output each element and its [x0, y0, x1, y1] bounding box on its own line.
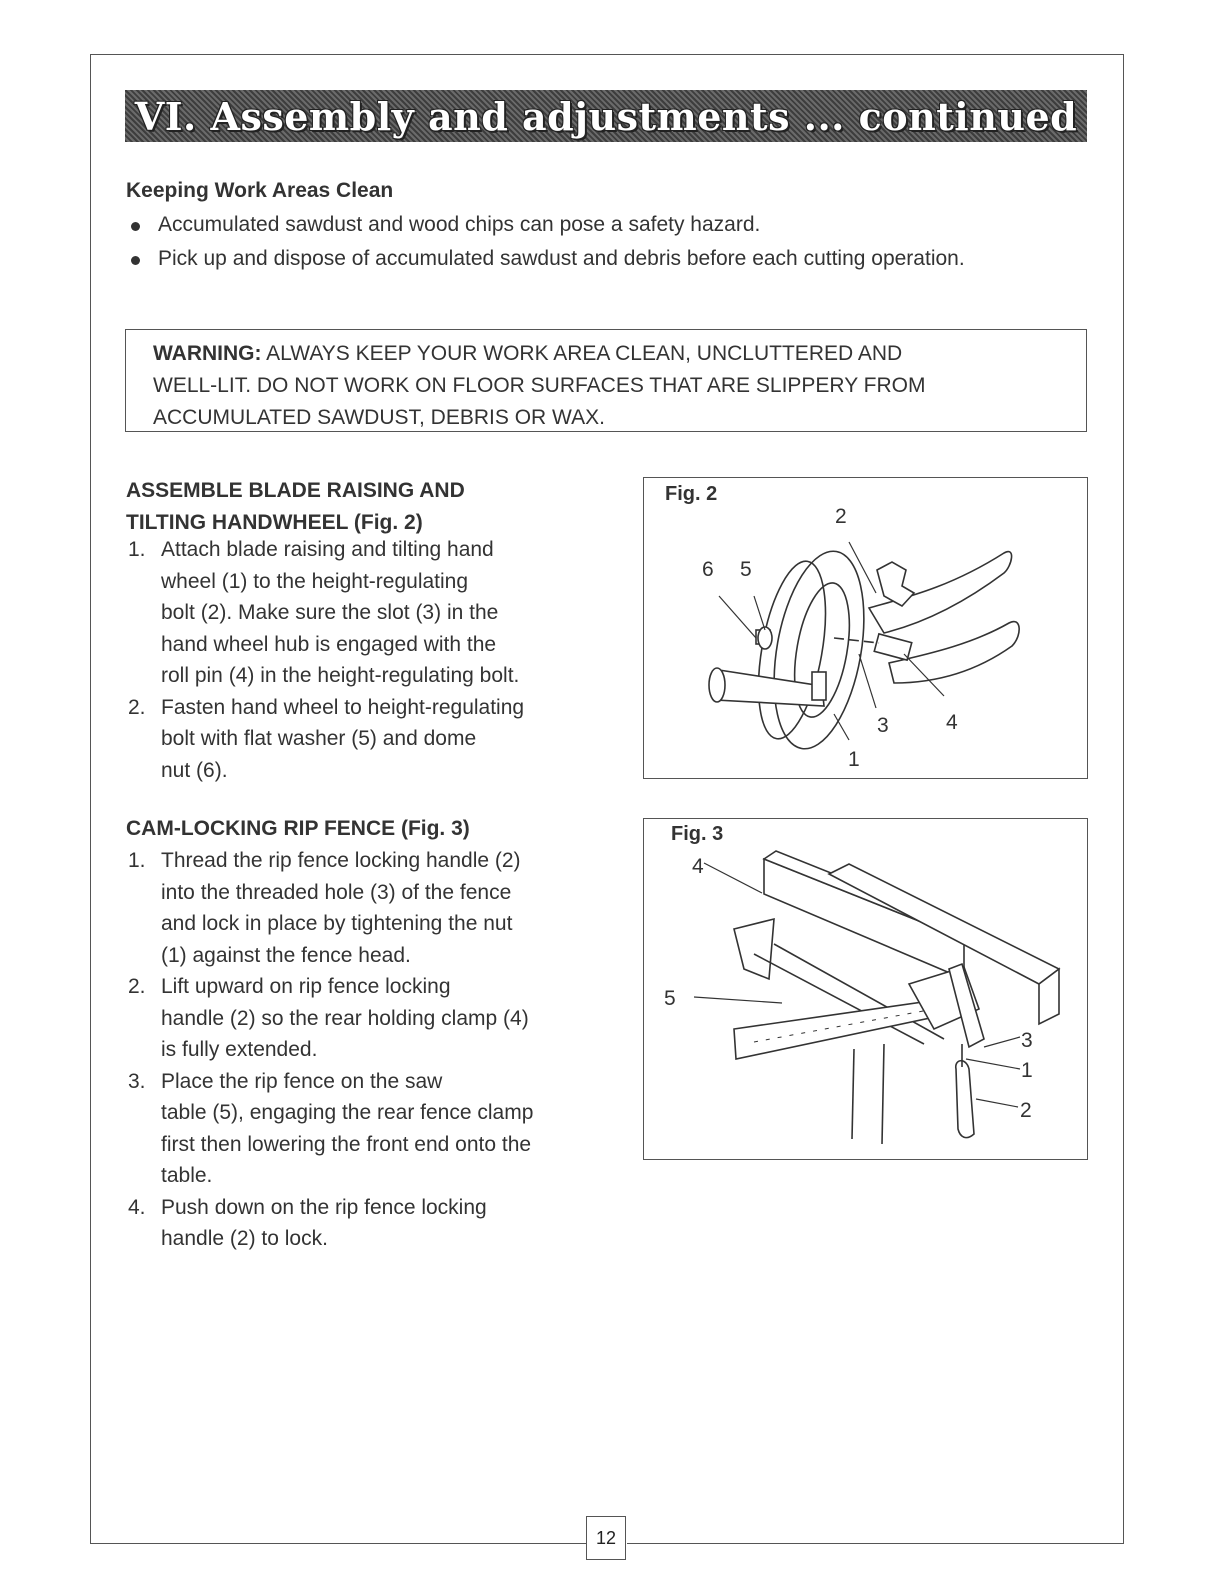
- step-line: and lock in place by tightening the nut: [161, 912, 513, 935]
- frame-bottom-right: [627, 1543, 1124, 1544]
- step-line: first then lowering the front end onto the: [161, 1132, 532, 1156]
- frame-bottom-left: [90, 1543, 586, 1544]
- step-line: (1) against the fence head.: [161, 943, 411, 967]
- step-line: bolt with flat washer (5) and dome: [161, 727, 477, 750]
- callout-4: 4: [946, 711, 958, 734]
- ripfence-heading: CAM-LOCKING RIP FENCE (Fig. 3): [126, 817, 470, 840]
- handwheel-heading-line: ASSEMBLE BLADE RAISING AND: [126, 479, 465, 502]
- list-item: [128, 534, 524, 692]
- list-item: Accumulated sawdust and wood chips can pose a safety hazard.: [128, 208, 965, 242]
- section-banner: [125, 90, 1087, 142]
- step-line: Attach blade raising and tilting hand: [161, 538, 494, 561]
- callout-1: 1: [1021, 1059, 1033, 1082]
- step-line: handle (2) so the rear holding clamp (4): [161, 1006, 529, 1030]
- callout-2: 2: [1020, 1099, 1032, 1122]
- step-line: Push down on the rip fence locking: [161, 1195, 487, 1219]
- callout-6: 6: [702, 558, 714, 581]
- list-item: [128, 1066, 533, 1192]
- figure-3: [643, 818, 1088, 1160]
- step-line: Place the rip fence on the saw: [161, 1069, 443, 1093]
- step-line: handle (2) to lock.: [161, 1227, 328, 1250]
- step-number: 1.: [128, 538, 146, 561]
- step-line: is fully extended.: [161, 1038, 318, 1061]
- ripfence-steps: [128, 845, 533, 1255]
- handwheel-heading: [126, 475, 465, 539]
- handwheel-steps: [128, 534, 524, 786]
- warning-line: ACCUMULATED SAWDUST, DEBRIS OR WAX.: [153, 406, 605, 429]
- list-item: [128, 845, 533, 971]
- step-line: nut (6).: [161, 758, 228, 782]
- list-item: [128, 971, 533, 1066]
- figure-2-label: Fig. 2: [665, 483, 718, 505]
- callout-1: 1: [848, 748, 860, 771]
- page-number: [586, 1516, 626, 1560]
- list-item: Pick up and dispose of accumulated sawdust and debris before each cutting operation.: [128, 242, 965, 276]
- step-line: roll pin (4) in the height-regulating bolt.: [161, 664, 520, 687]
- step-line: into the threaded hole (3) of the fence: [161, 880, 512, 904]
- step-line: table (5), engaging the rear fence clamp: [161, 1101, 534, 1124]
- section-title: VI. Assembly and adjustments ... continued: [134, 93, 1078, 139]
- callout-4: 4: [692, 855, 704, 878]
- step-number: 3.: [128, 1069, 146, 1093]
- page-frame: [90, 54, 1124, 1544]
- step-line: Fasten hand wheel to height-regulating: [161, 695, 525, 719]
- handwheel-illustration: [644, 478, 1089, 780]
- step-line: hand wheel hub is engaged with the: [161, 632, 497, 656]
- warning-box: [125, 329, 1087, 432]
- keeping-heading: Keeping Work Areas Clean: [126, 179, 394, 202]
- warning-line: WELL-LIT. DO NOT WORK ON FLOOR SURFACES THAT ARE SLIPPERY FROM: [153, 374, 926, 397]
- handwheel-heading-line: TILTING HANDWHEEL (Fig. 2): [126, 511, 423, 534]
- list-item: [128, 692, 524, 787]
- step-line: table.: [161, 1164, 213, 1187]
- callout-5: 5: [664, 987, 676, 1010]
- keeping-bullets: [128, 208, 965, 276]
- figure-3-label: Fig. 3: [671, 823, 724, 845]
- list-item: [128, 1192, 533, 1255]
- warning-label: WARNING:: [153, 342, 262, 365]
- step-line: Lift upward on rip fence locking: [161, 975, 451, 998]
- step-number: 4.: [128, 1195, 146, 1219]
- step-line: bolt (2). Make sure the slot (3) in the: [161, 601, 499, 624]
- page-number-text: 12: [595, 1527, 617, 1548]
- step-number: 1.: [128, 849, 146, 872]
- callout-5: 5: [740, 558, 752, 581]
- callout-3: 3: [877, 714, 889, 737]
- step-number: 2.: [128, 975, 146, 998]
- step-line: wheel (1) to the height-regulating: [161, 569, 469, 593]
- callout-2: 2: [835, 505, 847, 528]
- figure-2: [643, 477, 1088, 779]
- warning-line: ALWAYS KEEP YOUR WORK AREA CLEAN, UNCLUTTERED AND: [261, 342, 903, 365]
- callout-3: 3: [1021, 1029, 1033, 1052]
- step-line: Thread the rip fence locking handle (2): [161, 849, 521, 872]
- step-number: 2.: [128, 695, 146, 719]
